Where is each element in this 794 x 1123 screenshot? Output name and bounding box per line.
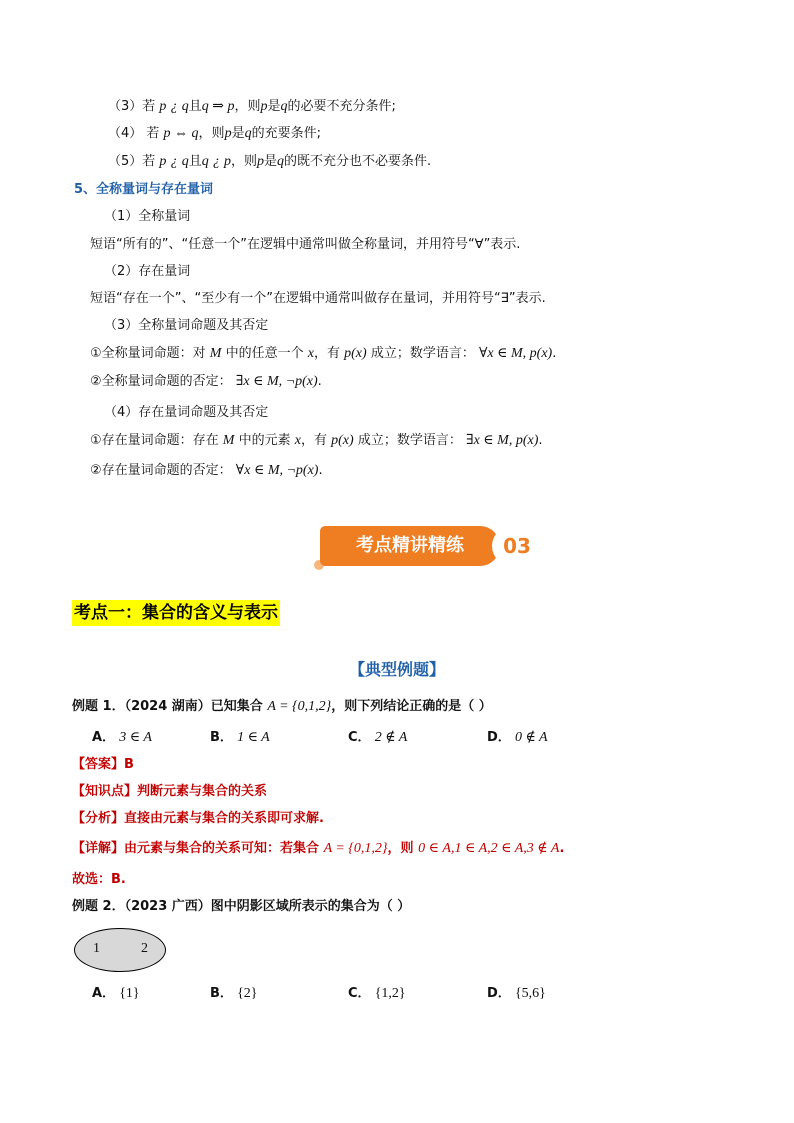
math-formula: ∃x ∈ M, p(x) — [465, 433, 539, 448]
math-set-M: M — [209, 346, 222, 361]
math-formula: ∃x ∈ M, ¬p(x) — [235, 374, 318, 389]
option-math: {1,2} — [374, 986, 406, 1001]
paragraph: 短语“存在一个”、“至少有一个”在逻辑中通常叫做存在量词，并用符号“∃”表示. — [90, 291, 546, 306]
existential-negation — [90, 462, 323, 480]
text: 例题 1．（2024 湖南）已知集合 — [72, 699, 263, 714]
banner-number: 03 — [492, 526, 542, 566]
text: 成立；数学语言： — [357, 433, 462, 448]
math-formula: ∀x ∈ M, p(x) — [478, 346, 553, 361]
conjunction: 且 — [188, 154, 202, 169]
topic-title: 考点一：集合的含义与表示 — [72, 600, 280, 626]
text: ②存在量词命题的否定： — [90, 463, 232, 478]
knowledge-line — [72, 783, 267, 801]
math-symbol: ¿ — [170, 99, 178, 114]
venn-shaded-region — [74, 928, 166, 972]
math-q: q — [181, 99, 189, 114]
math-p: p — [260, 99, 268, 114]
option-math: {2} — [237, 986, 258, 1001]
line-tail: 的既不充分也不必要条件. — [284, 154, 432, 169]
option-label: B． — [210, 730, 233, 745]
line-tail: 的充要条件; — [251, 126, 321, 141]
math-px: p(x) — [344, 346, 367, 361]
line-prefix: （5）若 — [108, 154, 156, 169]
condition-line-4 — [108, 125, 321, 143]
answer-tag: 【答案】 — [72, 757, 125, 772]
condition-line-3 — [108, 98, 396, 116]
detail-text: 由元素与集合的关系可知：若集合 — [124, 841, 320, 856]
math-q: q — [244, 126, 252, 141]
example-2-option-d[interactable] — [487, 985, 546, 1003]
option-label: C． — [348, 986, 371, 1001]
universal-proposition — [90, 345, 556, 363]
line-prefix: （4） 若 — [108, 126, 160, 141]
text: ，有 — [300, 433, 327, 448]
text-then: ，则 — [231, 154, 258, 169]
analysis-text: 直接由元素与集合的关系即可求解. — [124, 811, 324, 826]
text-is: 是 — [264, 154, 278, 169]
math-symbol: ¿ — [212, 154, 220, 169]
detail-text: ，则 — [387, 841, 414, 856]
math-q: q — [181, 154, 189, 169]
analysis-line — [72, 810, 324, 828]
knowledge-text: 判断元素与集合的关系 — [137, 784, 268, 799]
venn-element-1: 1 — [93, 941, 100, 956]
subsection-title: （3）全称量词命题及其否定 — [104, 318, 269, 333]
option-label: D． — [487, 986, 511, 1001]
text: 中的任意一个 — [225, 346, 304, 361]
option-math: 2 ∉ A — [374, 730, 408, 745]
line-prefix: （3）若 — [108, 99, 156, 114]
option-math: 3 ∈ A — [119, 730, 152, 745]
math-formula: ∀x ∈ M, ¬p(x) — [235, 463, 319, 478]
paragraph: 短语“所有的”、“任意一个”在逻辑中通常叫做全称量词，并用符号“∀”表示. — [90, 237, 521, 252]
math-q: q — [201, 154, 209, 169]
text-then: ，则 — [234, 99, 261, 114]
math-x: x — [307, 346, 314, 361]
math-p: p — [224, 154, 231, 169]
example-1-option-c[interactable] — [348, 729, 407, 747]
example-2-option-b[interactable] — [210, 985, 258, 1003]
math-p: p — [159, 99, 167, 114]
period: . — [559, 841, 565, 856]
period: . — [552, 346, 557, 361]
example-2-option-c[interactable] — [348, 985, 406, 1003]
period: . — [538, 433, 543, 448]
option-math: {1} — [119, 986, 140, 1001]
math-q: q — [277, 154, 285, 169]
example-1-stem — [72, 698, 492, 716]
math-relations: 0 ∈ A,1 ∈ A,2 ∈ A,3 ∉ A — [418, 841, 560, 856]
text: 中的元素 — [238, 433, 291, 448]
analysis-tag: 【分析】 — [72, 811, 125, 826]
section-heading: 5、全称量词与存在量词 — [74, 182, 214, 197]
subsection-title: （1）全称量词 — [104, 209, 191, 224]
math-x: x — [294, 433, 301, 448]
example-2-option-a[interactable] — [92, 985, 140, 1003]
text: ，有 — [313, 346, 340, 361]
conjunction: 且 — [188, 99, 202, 114]
example-1-option-d[interactable] — [487, 729, 548, 747]
text-then: ，则 — [198, 126, 225, 141]
math-px: p(x) — [331, 433, 354, 448]
section-banner — [314, 522, 534, 570]
option-label: A． — [92, 986, 116, 1001]
example-1-option-b[interactable] — [210, 729, 270, 747]
period: . — [318, 463, 323, 478]
knowledge-tag: 【知识点】 — [72, 784, 138, 799]
math-set-M: M — [222, 433, 235, 448]
option-label: B． — [210, 986, 233, 1001]
existential-proposition — [90, 432, 543, 450]
choose-line: 故选：B. — [72, 872, 126, 887]
option-label: D． — [487, 730, 511, 745]
text-is: 是 — [267, 99, 281, 114]
example-1-option-a[interactable] — [92, 729, 152, 747]
option-math: 0 ∉ A — [514, 730, 548, 745]
answer-value: B — [124, 757, 134, 772]
text: ①全称量词命题：对 — [90, 346, 206, 361]
math-p: p — [159, 154, 167, 169]
math-q: q — [280, 99, 288, 114]
answer-line — [72, 756, 134, 774]
venn-element-2: 2 — [141, 941, 148, 956]
math-symbol: ¿ — [170, 154, 178, 169]
option-label: A． — [92, 730, 116, 745]
text: ②全称量词命题的否定： — [90, 374, 232, 389]
detail-line — [72, 840, 564, 858]
math-set: A = {0,1,2} — [267, 699, 332, 714]
detail-tag: 【详解】 — [72, 841, 125, 856]
math-p: p — [224, 126, 232, 141]
option-label: C． — [348, 730, 371, 745]
option-math: {5,6} — [514, 986, 546, 1001]
condition-line-5 — [108, 153, 431, 171]
option-math: 1 ∈ A — [237, 730, 270, 745]
math-implication: q ⇒ p — [201, 99, 235, 114]
text-is: 是 — [231, 126, 245, 141]
math-set: A = {0,1,2} — [323, 841, 388, 856]
example-2-stem: 例题 2．（2023 广西）图中阴影区域所表示的集合为（ ） — [72, 899, 411, 914]
text: 成立；数学语言： — [370, 346, 475, 361]
math-iff: p ⇔ q — [163, 126, 199, 141]
banner-label: 考点精讲精练 — [320, 526, 500, 566]
subsection-title: （2）存在量词 — [104, 264, 191, 279]
period: . — [317, 374, 322, 389]
subsection-title: （4）存在量词命题及其否定 — [104, 405, 269, 420]
text: ①存在量词命题：存在 — [90, 433, 219, 448]
text: ，则下列结论正确的是（ ） — [331, 699, 492, 714]
universal-negation — [90, 373, 322, 391]
line-tail: 的必要不充分条件; — [287, 99, 396, 114]
math-p: p — [257, 154, 265, 169]
examples-heading: 【典型例题】 — [348, 660, 445, 679]
